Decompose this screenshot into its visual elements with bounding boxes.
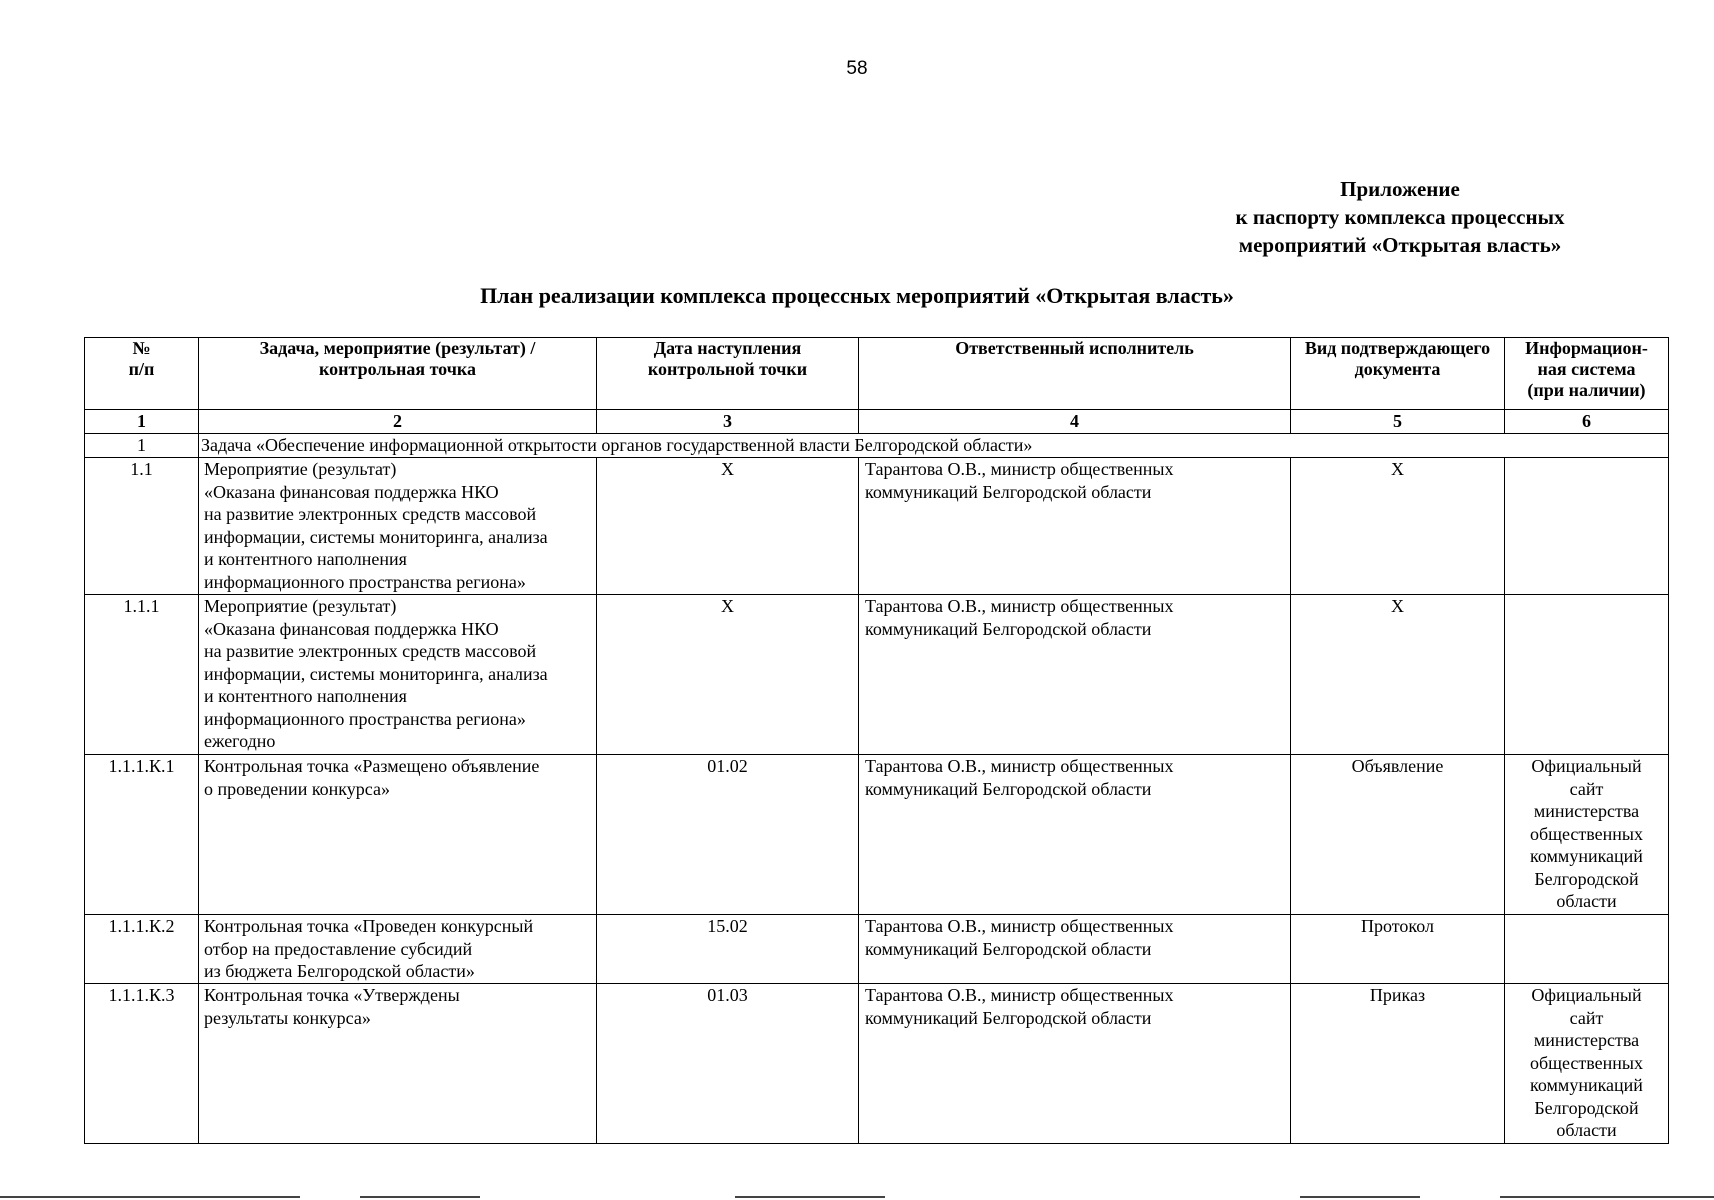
- row-task: [199, 458, 597, 595]
- column-number: 5: [1291, 410, 1505, 434]
- header-cell-responsible: Ответственный исполнитель: [859, 338, 1291, 410]
- scan-artifact-line: [735, 1196, 885, 1198]
- cell-line: Тарантова О.В., министр общественных: [865, 459, 1174, 479]
- cell-line: министерства: [1533, 1030, 1640, 1050]
- task-row: [85, 434, 1669, 458]
- cell-line: коммуникаций Белгородской области: [865, 481, 1152, 502]
- cell-line: Официальный: [1531, 985, 1642, 1005]
- row-document: Объявление: [1291, 755, 1505, 915]
- row-task: [199, 984, 597, 1144]
- cell-line: на развитие электронных средств массовой: [204, 641, 537, 661]
- row-system: [1505, 755, 1669, 915]
- cell-line: коммуникаций: [1530, 1075, 1643, 1095]
- column-number: 6: [1505, 410, 1669, 434]
- appendix-note: [1190, 175, 1610, 259]
- row-responsible: [859, 984, 1291, 1144]
- cell-line: на развитие электронных средств массовой: [204, 504, 537, 524]
- row-task: [199, 915, 597, 984]
- table-row: [85, 984, 1669, 1144]
- cell-line: области: [1556, 1120, 1617, 1140]
- row-date: Х: [597, 458, 859, 595]
- cell-line: Контрольная точка «Утверждены: [204, 985, 460, 1005]
- column-number: 1: [85, 410, 199, 434]
- cell-line: информации, системы мониторинга, анализа: [204, 526, 548, 547]
- row-task: [199, 755, 597, 915]
- cell-line: о проведении конкурса»: [204, 778, 390, 799]
- cell-line: области: [1556, 891, 1617, 911]
- row-document: Протокол: [1291, 915, 1505, 984]
- row-document: Х: [1291, 595, 1505, 755]
- row-system: [1505, 915, 1669, 984]
- header-row: [85, 338, 1669, 410]
- appendix-line: Приложение: [1340, 177, 1460, 201]
- header-cell-task: Задача, мероприятие (результат) / контрольная точка: [199, 338, 597, 410]
- header-cell-num: № п/п: [85, 338, 199, 410]
- row-system: [1505, 984, 1669, 1144]
- row-responsible: [859, 458, 1291, 595]
- cell-line: Тарантова О.В., министр общественных: [865, 756, 1174, 776]
- cell-line: ежегодно: [204, 731, 276, 751]
- row-responsible: [859, 595, 1291, 755]
- cell-line: коммуникаций: [1530, 846, 1643, 866]
- cell-line: информации, системы мониторинга, анализа: [204, 663, 548, 684]
- row-document: Х: [1291, 458, 1505, 595]
- cell-line: Контрольная точка «Размещено объявление: [204, 756, 540, 776]
- cell-line: Белгородской: [1534, 868, 1639, 889]
- row-number: 1.1.1.К.3: [85, 984, 199, 1144]
- cell-line: информационного пространства региона»: [204, 571, 526, 592]
- header-cell-document: Вид подтверждающего документа: [1291, 338, 1505, 410]
- row-document: Приказ: [1291, 984, 1505, 1144]
- cell-line: результаты конкурса»: [204, 1007, 371, 1028]
- scan-artifact-line: [0, 1196, 300, 1198]
- cell-line: и контентного наполнения: [204, 549, 407, 569]
- row-date: 15.02: [597, 915, 859, 984]
- row-task: [199, 595, 597, 755]
- task-text: Задача «Обеспечение информационной открытости органов государственной власти Белгородской области»: [199, 434, 1669, 458]
- cell-line: Мероприятие (результат): [204, 596, 397, 616]
- document-title: План реализации комплекса процессных мероприятий «Открытая власть»: [480, 283, 1234, 308]
- cell-line: Контрольная точка «Проведен конкурсный: [204, 916, 534, 936]
- page-number: 58: [846, 58, 868, 79]
- row-responsible: [859, 755, 1291, 915]
- cell-line: Мероприятие (результат): [204, 459, 397, 479]
- cell-line: сайт: [1569, 1007, 1604, 1028]
- column-number-row: [85, 410, 1669, 434]
- header-cell-system: Информацион- ная система (при наличии): [1505, 338, 1669, 410]
- column-number: 2: [199, 410, 597, 434]
- scan-artifact-line: [360, 1196, 480, 1198]
- row-date: 01.03: [597, 984, 859, 1144]
- cell-line: общественных: [1529, 823, 1644, 844]
- cell-line: «Оказана финансовая поддержка НКО: [204, 481, 499, 502]
- column-number: 3: [597, 410, 859, 434]
- row-number: 1.1: [85, 458, 199, 595]
- row-number: 1.1.1: [85, 595, 199, 755]
- row-number: 1.1.1.К.2: [85, 915, 199, 984]
- table-row: [85, 595, 1669, 755]
- cell-line: министерства: [1533, 801, 1640, 821]
- cell-line: из бюджета Белгородской области»: [204, 961, 475, 981]
- cell-line: Белгородской: [1534, 1097, 1639, 1118]
- table-row: [85, 915, 1669, 984]
- cell-line: коммуникаций Белгородской области: [865, 618, 1152, 639]
- row-system: [1505, 595, 1669, 755]
- cell-line: коммуникаций Белгородской области: [865, 778, 1152, 799]
- table-row: [85, 458, 1669, 595]
- cell-line: «Оказана финансовая поддержка НКО: [204, 618, 499, 639]
- column-number: 4: [859, 410, 1291, 434]
- cell-line: коммуникаций Белгородской области: [865, 938, 1152, 959]
- cell-line: информационного пространства региона»: [204, 708, 526, 729]
- task-number: 1: [85, 434, 199, 458]
- cell-line: Официальный: [1531, 756, 1642, 776]
- row-date: 01.02: [597, 755, 859, 915]
- scan-artifact-line: [1300, 1196, 1420, 1198]
- row-system: [1505, 458, 1669, 595]
- table-row: [85, 755, 1669, 915]
- row-responsible: [859, 915, 1291, 984]
- cell-line: Тарантова О.В., министр общественных: [865, 916, 1174, 936]
- cell-line: Тарантова О.В., министр общественных: [865, 596, 1174, 616]
- cell-line: отбор на предоставление субсидий: [204, 938, 473, 959]
- cell-line: Тарантова О.В., министр общественных: [865, 985, 1174, 1005]
- row-date: Х: [597, 595, 859, 755]
- cell-line: сайт: [1569, 778, 1604, 799]
- cell-line: и контентного наполнения: [204, 686, 407, 706]
- appendix-line: мероприятий «Открытая власть»: [1238, 233, 1562, 257]
- header-cell-date: Дата наступления контрольной точки: [597, 338, 859, 410]
- implementation-plan-table: [84, 337, 1669, 1144]
- row-number: 1.1.1.К.1: [85, 755, 199, 915]
- cell-line: коммуникаций Белгородской области: [865, 1007, 1152, 1028]
- cell-line: общественных: [1529, 1052, 1644, 1073]
- scan-artifact-line: [1500, 1196, 1714, 1198]
- appendix-line: к паспорту комплекса процессных: [1235, 205, 1565, 229]
